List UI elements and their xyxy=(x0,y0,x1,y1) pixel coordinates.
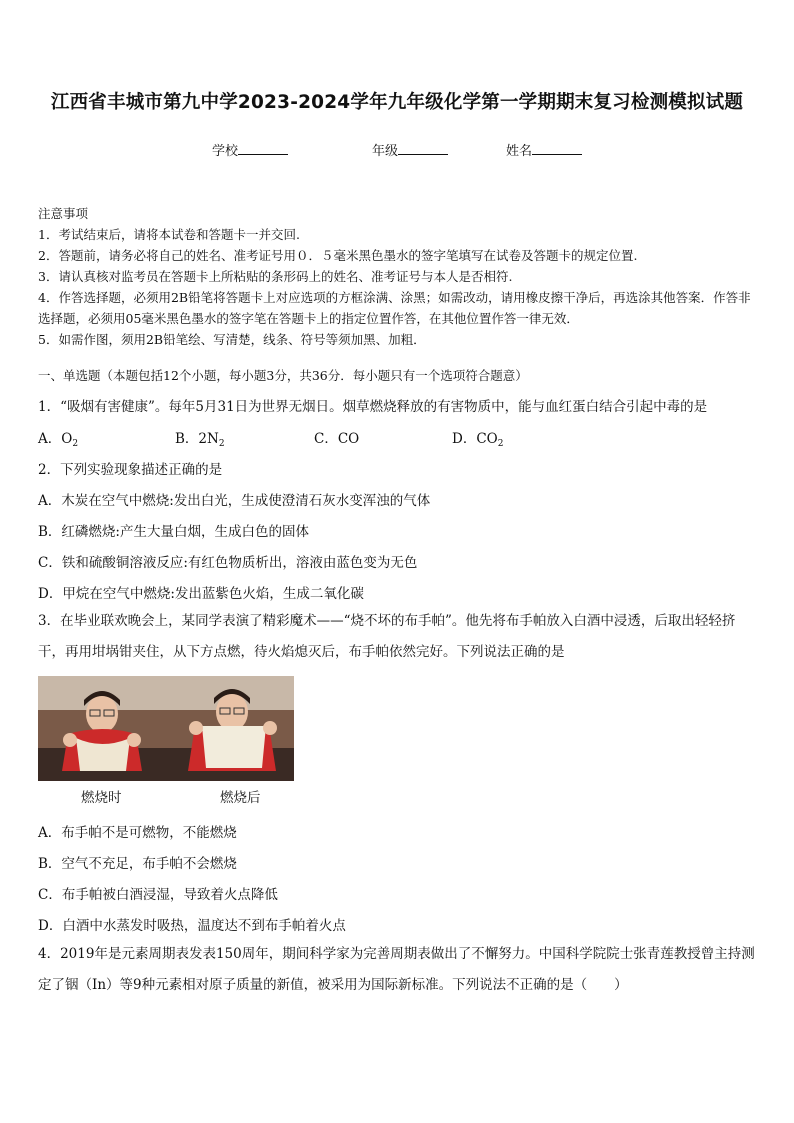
option-b: B．空气不充足，布手帕不会燃烧 xyxy=(38,856,237,872)
option-a: A．木炭在空气中燃烧:发出白光，生成使澄清石灰水变浑浊的气体 xyxy=(38,493,431,509)
question-1-stem: 1．“吸烟有害健康”。每年5月31日为世界无烟日。烟草燃烧释放的有害物质中，能与血红蛋白结合引起中毒的是 xyxy=(38,399,708,415)
grade-field xyxy=(372,140,448,159)
option-a: A．布手帕不是可燃物，不能燃烧 xyxy=(38,825,237,841)
option-c: C．铁和硫酸铜溶液反应:有红色物质析出，溶液由蓝色变为无色 xyxy=(38,555,418,571)
school-blank xyxy=(238,142,288,155)
question-4-stem: 4．2019年是元素周期表发表150周年，期间科学家为完善周期表做出了不懈努力。中国科学院院士张青莲教授曾主持测定了铟（In）等9种元素相对原子质量的新值，被采用为国际新标准。下列说法不正确的是（ ） xyxy=(38,946,755,993)
name-field xyxy=(506,140,582,159)
school-label: 学校 xyxy=(212,144,239,159)
page-title: 江西省丰城市第九中学2023-2024学年九年级化学第一学期期末复习检测模拟试题 xyxy=(50,92,744,113)
notes-block xyxy=(38,203,758,350)
option-a: A．$O_2$ xyxy=(38,431,79,449)
question-3-stem: 3．在毕业联欢晚会上，某同学表演了精彩魔术——“烧不坏的布手帕”。他先将布手帕放入白酒中浸透，后取出轻轻挤干，再用坩埚钳夹住，从下方点燃，待火焰熄灭后，布手帕依然完好。下列说法正确的是 xyxy=(38,613,736,660)
grade-label: 年级 xyxy=(372,144,399,159)
note-item: 5．如需作图，须用2B铅笔绘、写清楚，线条、符号等须加黑、加粗． xyxy=(38,332,426,347)
school-field xyxy=(212,140,288,159)
note-item: 2．答题前，请务必将自己的姓名、准考证号用０．５毫米黑色墨水的签字笔填写在试卷及答题卡的规定位置. xyxy=(38,248,638,263)
grade-blank xyxy=(398,142,448,155)
name-label: 姓名 xyxy=(506,144,533,159)
option-d: D．$CO_2$ xyxy=(452,431,504,449)
notes-heading: 注意事项 xyxy=(38,206,89,221)
note-item: 3．请认真核对监考员在答题卡上所粘贴的条形码上的姓名、准考证号与本人是否相符. xyxy=(38,269,513,284)
option-b: B．$2N_2$ xyxy=(175,431,225,449)
option-c: C．布手帕被白酒浸湿，导致着火点降低 xyxy=(38,887,278,903)
section-heading: 一、单选题（本题包括12个小题，每小题3分，共36分．每小题只有一个选项符合题意） xyxy=(38,368,528,383)
caption-after-burning: 燃烧后 xyxy=(220,790,261,806)
option-d: D．甲烷在空气中燃烧:发出蓝紫色火焰，生成二氧化碳 xyxy=(38,586,364,602)
burning-photo xyxy=(38,676,166,781)
after-burning-photo xyxy=(166,676,294,781)
caption-burning: 燃烧时 xyxy=(81,790,122,806)
option-d: D．白酒中水蒸发时吸热，温度达不到布手帕着火点 xyxy=(38,918,346,934)
question-2-stem: 2．下列实验现象描述正确的是 xyxy=(38,462,223,478)
note-item: 1．考试结束后，请将本试卷和答题卡一并交回. xyxy=(38,227,300,242)
note-item: 4．作答选择题，必须用2B铅笔将答题卡上对应选项的方框涂满、涂黑；如需改动，请用橡皮擦干净后，再选涂其他答案．作答非选择题，必须用05毫米黑色墨水的签字笔在答题卡上的指定位置作答，在其他位置作答一律无效． xyxy=(38,290,751,326)
option-c: C．CO xyxy=(314,431,360,447)
name-blank xyxy=(532,142,582,155)
option-b: B．红磷燃烧:产生大量白烟，生成白色的固体 xyxy=(38,524,309,540)
